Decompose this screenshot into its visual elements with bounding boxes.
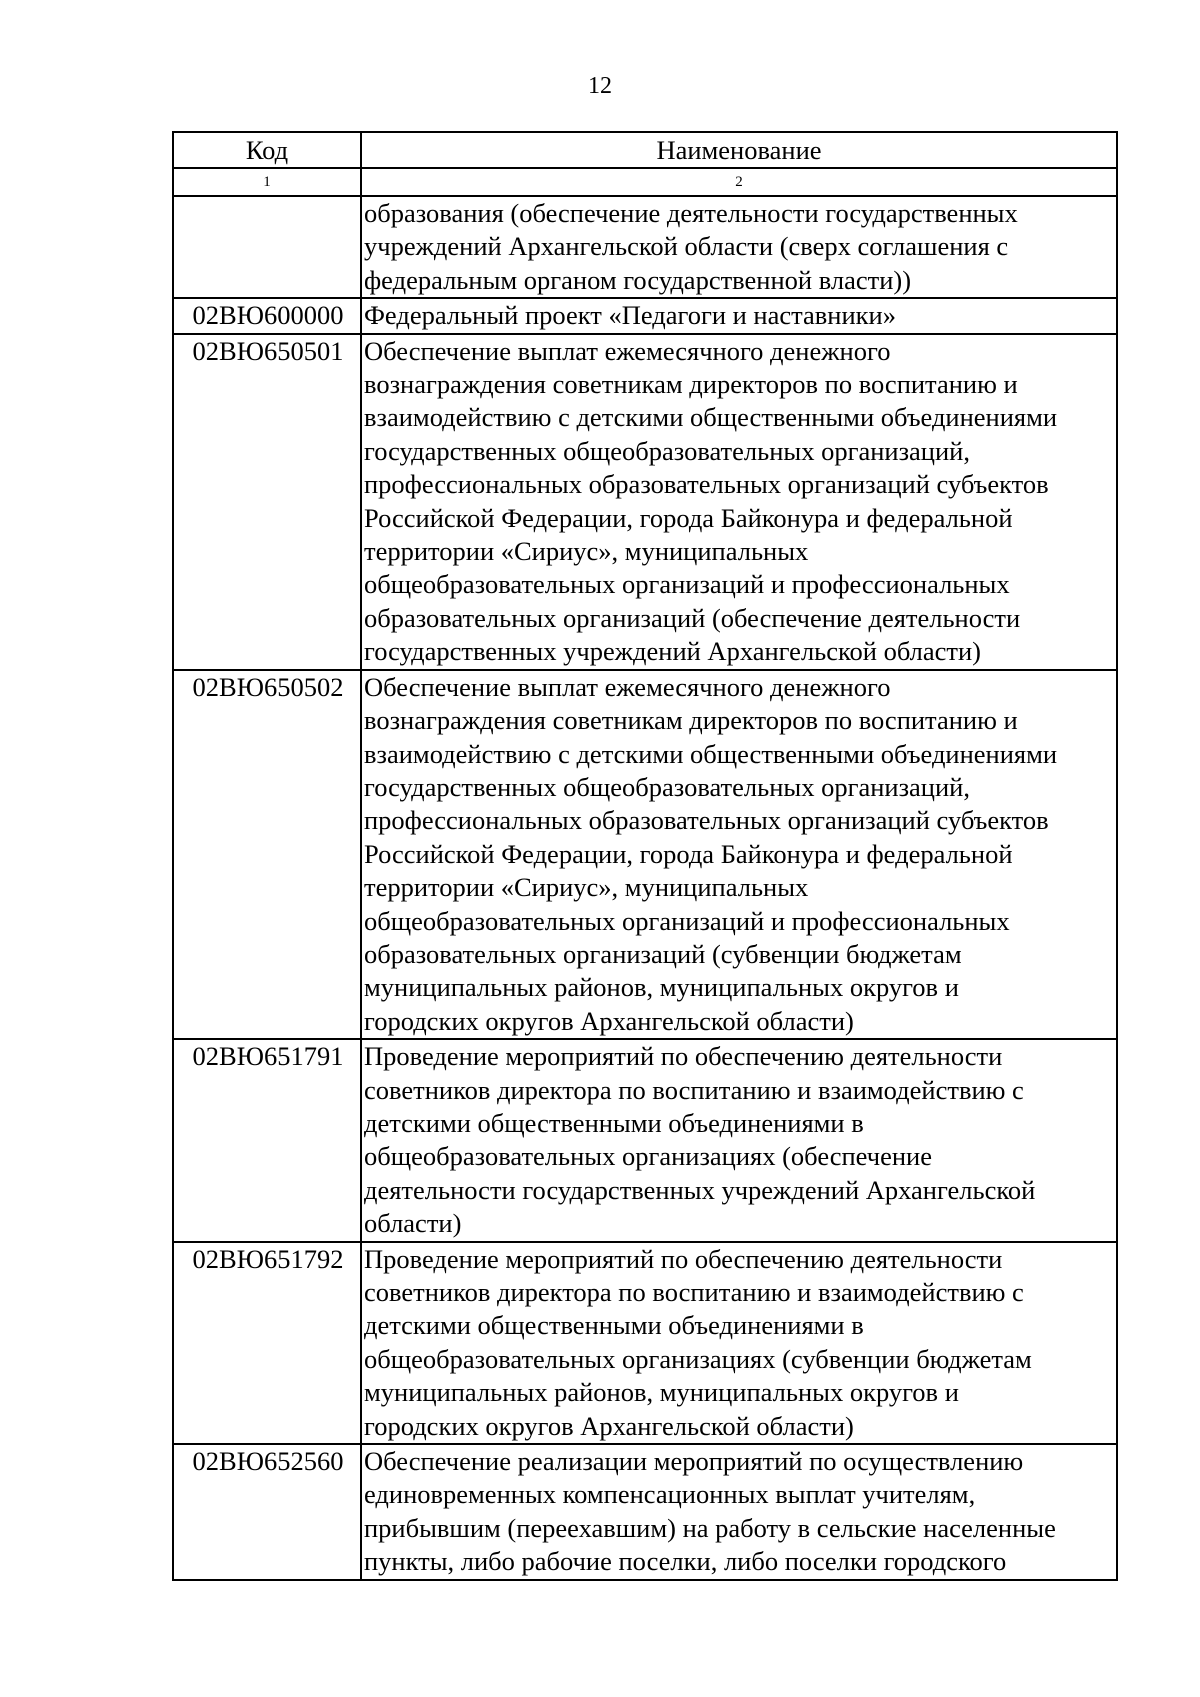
row-name-line: общеобразовательных организациях (обеспечение (364, 1141, 933, 1172)
row-name-line: профессиональных образовательных организаций субъектов (364, 469, 1049, 500)
row-name (361, 1242, 1117, 1444)
column-number-1: 1 (173, 168, 361, 196)
table-row (173, 670, 1117, 1039)
row-name-line: Обеспечение выплат ежемесячного денежного (364, 671, 891, 702)
page-number: 12 (588, 73, 612, 99)
row-name (361, 1444, 1117, 1580)
row-name-line: Проведение мероприятий по обеспечению деятельности (364, 1041, 1003, 1072)
row-name-line: прибывшим (переехавшим) на работу в сельские населенные (364, 1512, 1056, 1543)
row-name-line: Российской Федерации, города Байконура и федеральной (364, 502, 1013, 533)
row-name (361, 1039, 1117, 1241)
table-row (173, 1242, 1117, 1444)
header-name: Наименование (361, 132, 1117, 168)
row-name-line: государственных общеобразовательных организаций, (364, 435, 970, 466)
header-code: Код (173, 132, 361, 168)
row-name-line: Федеральный проект «Педагоги и наставники» (364, 300, 896, 331)
row-name-line: деятельности государственных учреждений Архангельской (364, 1174, 1036, 1205)
row-name-line: государственных общеобразовательных организаций, (364, 771, 970, 802)
row-name-line: Обеспечение выплат ежемесячного денежного (364, 335, 891, 366)
row-name-line: федеральным органом государственной власти)) (364, 264, 912, 295)
row-name-line: учреждений Архангельской области (сверх соглашения с (364, 231, 1009, 262)
row-name-line: общеобразовательных организаций и профессиональных (364, 905, 1010, 936)
table-row (173, 1039, 1117, 1241)
table-row (173, 334, 1117, 670)
row-name-line: советников директора по воспитанию и взаимодействию с (364, 1277, 1024, 1307)
row-code: 02ВЮ652560 (173, 1444, 361, 1580)
table-header-row (173, 132, 1117, 168)
row-name (361, 670, 1117, 1039)
row-name (361, 196, 1117, 298)
row-name-line: области) (364, 1208, 462, 1239)
row-name-line: городских округов Архангельской области) (364, 1410, 854, 1441)
table-row (173, 298, 1117, 333)
row-name-line: образовательных организаций (обеспечение деятельности (364, 602, 1021, 633)
row-name-line: Обеспечение реализации мероприятий по осуществлению (364, 1446, 1024, 1477)
classification-table (172, 131, 1118, 1581)
row-name-line: городских округов Архангельской области) (364, 1005, 854, 1036)
row-name-line: Проведение мероприятий по обеспечению деятельности (364, 1243, 1003, 1274)
row-name-line: образовательных организаций (субвенции бюджетам (364, 938, 962, 969)
row-name-line: вознаграждения советникам директоров по воспитанию и (364, 705, 1018, 736)
row-name-line: взаимодействию с детскими общественными объединениями (364, 402, 1058, 433)
row-name-line: государственных учреждений Архангельской области) (364, 636, 982, 667)
table-row (173, 1444, 1117, 1580)
row-name-line: территории «Сириус», муниципальных (364, 536, 809, 567)
row-name-line: детскими общественными объединениями в (364, 1107, 864, 1138)
table-row (173, 196, 1117, 298)
row-name-line: детскими общественными объединениями в (364, 1310, 864, 1341)
row-name-line: общеобразовательных организациях (субвенции бюджетам (364, 1343, 1032, 1374)
row-name-line: советников директора по воспитанию и взаимодействию с (364, 1074, 1024, 1105)
row-code (173, 196, 361, 298)
row-code: 02ВЮ650502 (173, 670, 361, 1039)
row-code: 02ВЮ600000 (173, 298, 361, 333)
row-name-line: единовременных компенсационных выплат учителям, (364, 1479, 976, 1510)
row-name-line: территории «Сириус», муниципальных (364, 872, 809, 903)
row-code: 02ВЮ651791 (173, 1039, 361, 1241)
column-number-2: 2 (361, 168, 1117, 196)
row-name-line: общеобразовательных организаций и профессиональных (364, 569, 1010, 600)
row-name-line: муниципальных районов, муниципальных округов и (364, 1377, 959, 1408)
row-code: 02ВЮ651792 (173, 1242, 361, 1444)
row-code: 02ВЮ650501 (173, 334, 361, 670)
row-name-line: взаимодействию с детскими общественными объединениями (364, 738, 1058, 769)
row-name (361, 334, 1117, 670)
column-number-row (173, 168, 1117, 196)
row-name-line: образования (обеспечение деятельности государственных (364, 198, 1018, 228)
row-name-line: Российской Федерации, города Байконура и федеральной (364, 838, 1013, 869)
row-name-line: вознаграждения советникам директоров по воспитанию и (364, 369, 1018, 400)
table-body (173, 196, 1117, 1580)
row-name-line: профессиональных образовательных организаций субъектов (364, 805, 1049, 836)
row-name-line: муниципальных районов, муниципальных округов и (364, 972, 959, 1003)
row-name (361, 298, 1117, 333)
row-name-line: пункты, либо рабочие поселки, либо поселки городского (364, 1546, 1007, 1577)
